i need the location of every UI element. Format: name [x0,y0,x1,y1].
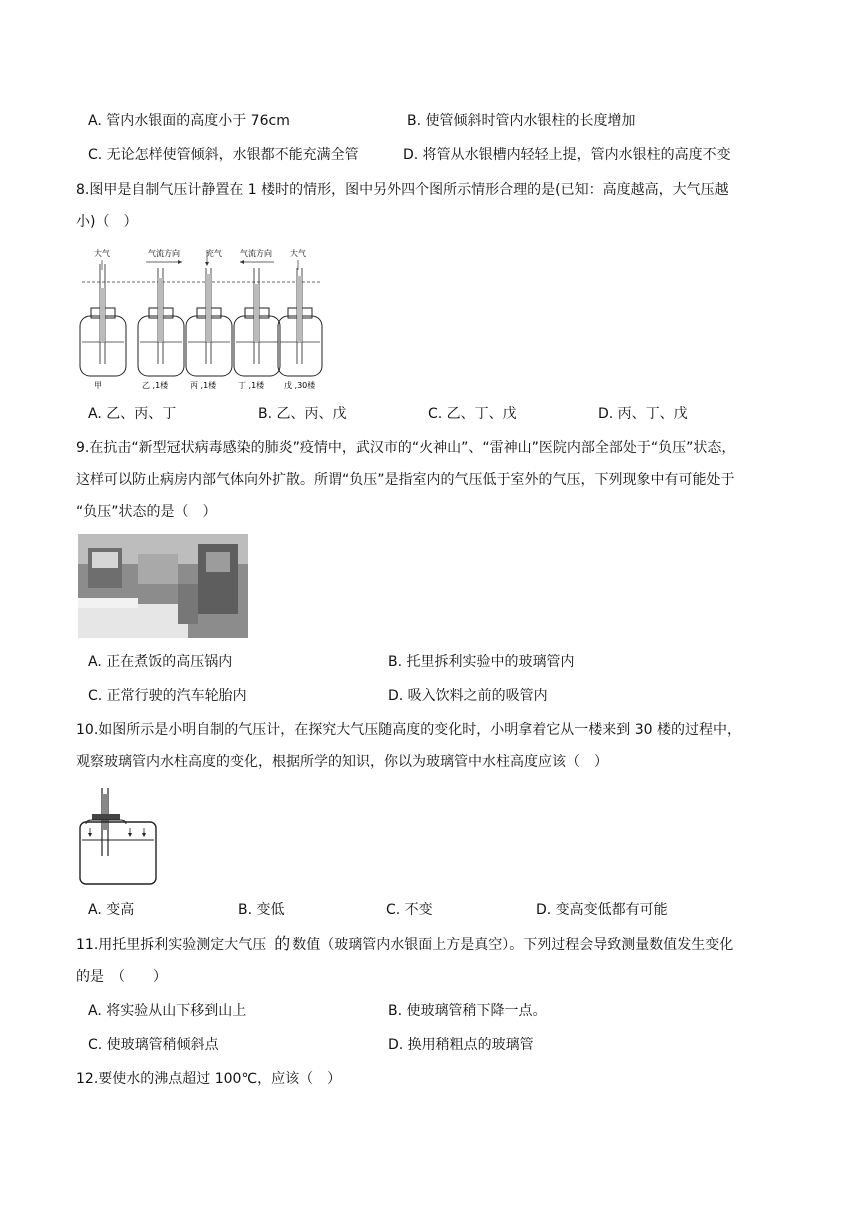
q10-option-b: B. 变低 [238,902,285,918]
q8-label-bottom-1: 甲 [94,381,102,390]
q12-stem-line1: 12.要使水的沸点超过 100℃，应该（ ） [76,1071,342,1087]
q11-option-c: C. 使玻璃管稍倾斜点 [88,1037,219,1053]
q11-stem-part1: 11.用托里拆利实验测定大气压 [76,937,267,953]
q11-stem-line2: 的是 （ ） [76,969,167,985]
q11-stem-part3: 数值（玻璃管内水银面上方是真空）。下列过程会导致测量数值发生变化 [292,937,734,953]
q8-option-a: A. 乙、丙、丁 [88,406,177,422]
q8-label-bottom-5: 戊 ,30楼 [284,381,316,390]
q8-bottle-wu [278,268,322,376]
q8-label-top-3: 充气 [206,249,222,258]
q8-option-d: D. 丙、丁、戊 [598,406,688,422]
q7-option-d: D. 将管从水银槽内轻轻上提，管内水银柱的高度不变 [403,147,731,163]
q8-stem-line2: 小)（ ） [76,214,138,230]
q8-label-top-4: 气流方向 [240,249,272,258]
q7-option-b: B. 使管倾斜时管内水银柱的长度增加 [407,113,636,129]
q7-option-c: C. 无论怎样使管倾斜，水银都不能充满全管 [88,147,359,163]
q11-stem-line1 [76,934,733,955]
q11-stem-part2: 的 [274,934,291,953]
q8-bottle-yi [138,268,184,376]
q9-ward-photo [78,534,248,638]
q10-option-d: D. 变高变低都有可能 [536,902,668,918]
q8-label-bottom-3: 丙 ,1楼 [190,381,217,390]
q8-option-c: C. 乙、丁、戊 [428,406,517,422]
q10-stem-line1: 10.如图所示是小明自制的气压计，在探究大气压随高度的变化时，小明拿着它从一楼来到 30 楼的过程中， [76,722,741,738]
q11-option-b: B. 使玻璃管稍下降一点。 [388,1003,547,1019]
q9-option-b: B. 托里拆利实验中的玻璃管内 [388,654,575,670]
q8-label-bottom-2: 乙 ,1楼 [142,381,169,390]
q10-stem-line2: 观察玻璃管内水柱高度的变化，根据所学的知识，你以为玻璃管中水柱高度应该（ ） [76,754,608,770]
q10-option-a: A. 变高 [88,902,135,918]
q8-label-bottom-4: 丁 ,1楼 [238,381,265,390]
q8-stem-line1: 8.图甲是自制气压计静置在 1 楼时的情形，图中另外四个图所示情形合理的是(已知：高度越高，大气压越 [76,182,729,198]
q8-bottle-ding [234,268,280,376]
q9-stem-line2: 这样可以防止病房内部气体向外扩散。所谓“负压”是指室内的气压低于室外的气压，下列现象中有可能处于 [76,472,735,488]
q8-label-top-1: 大气 [94,249,110,258]
q8-barometer-figure [78,244,324,392]
q9-option-a: A. 正在煮饭的高压锅内 [88,654,233,670]
q10-barometer-figure [78,784,160,888]
q8-label-top-2: 气流方向 [148,249,180,258]
q7-option-a: A. 管内水银面的高度小于 76cm [88,113,290,129]
q8-bottle-bing [186,268,232,376]
q9-option-d: D. 吸入饮料之前的吸管内 [388,688,548,704]
q11-option-d: D. 换用稍粗点的玻璃管 [388,1037,534,1053]
q9-stem-line3: “负压”状态的是（ ） [76,504,217,520]
q9-stem-line1: 9.在抗击“新型冠状病毒感染的肺炎”疫情中，武汉市的“火神山”、“雷神山”医院内部全部处于“负压”状态， [76,440,736,456]
q10-option-c: C. 不变 [386,902,433,918]
q8-bottle-jia [80,264,126,376]
q8-label-top-5: 大气 [290,249,306,258]
q11-option-a: A. 将实验从山下移到山上 [88,1003,247,1019]
q8-option-b: B. 乙、丙、戊 [258,406,347,422]
q9-option-c: C. 正常行驶的汽车轮胎内 [88,688,247,704]
